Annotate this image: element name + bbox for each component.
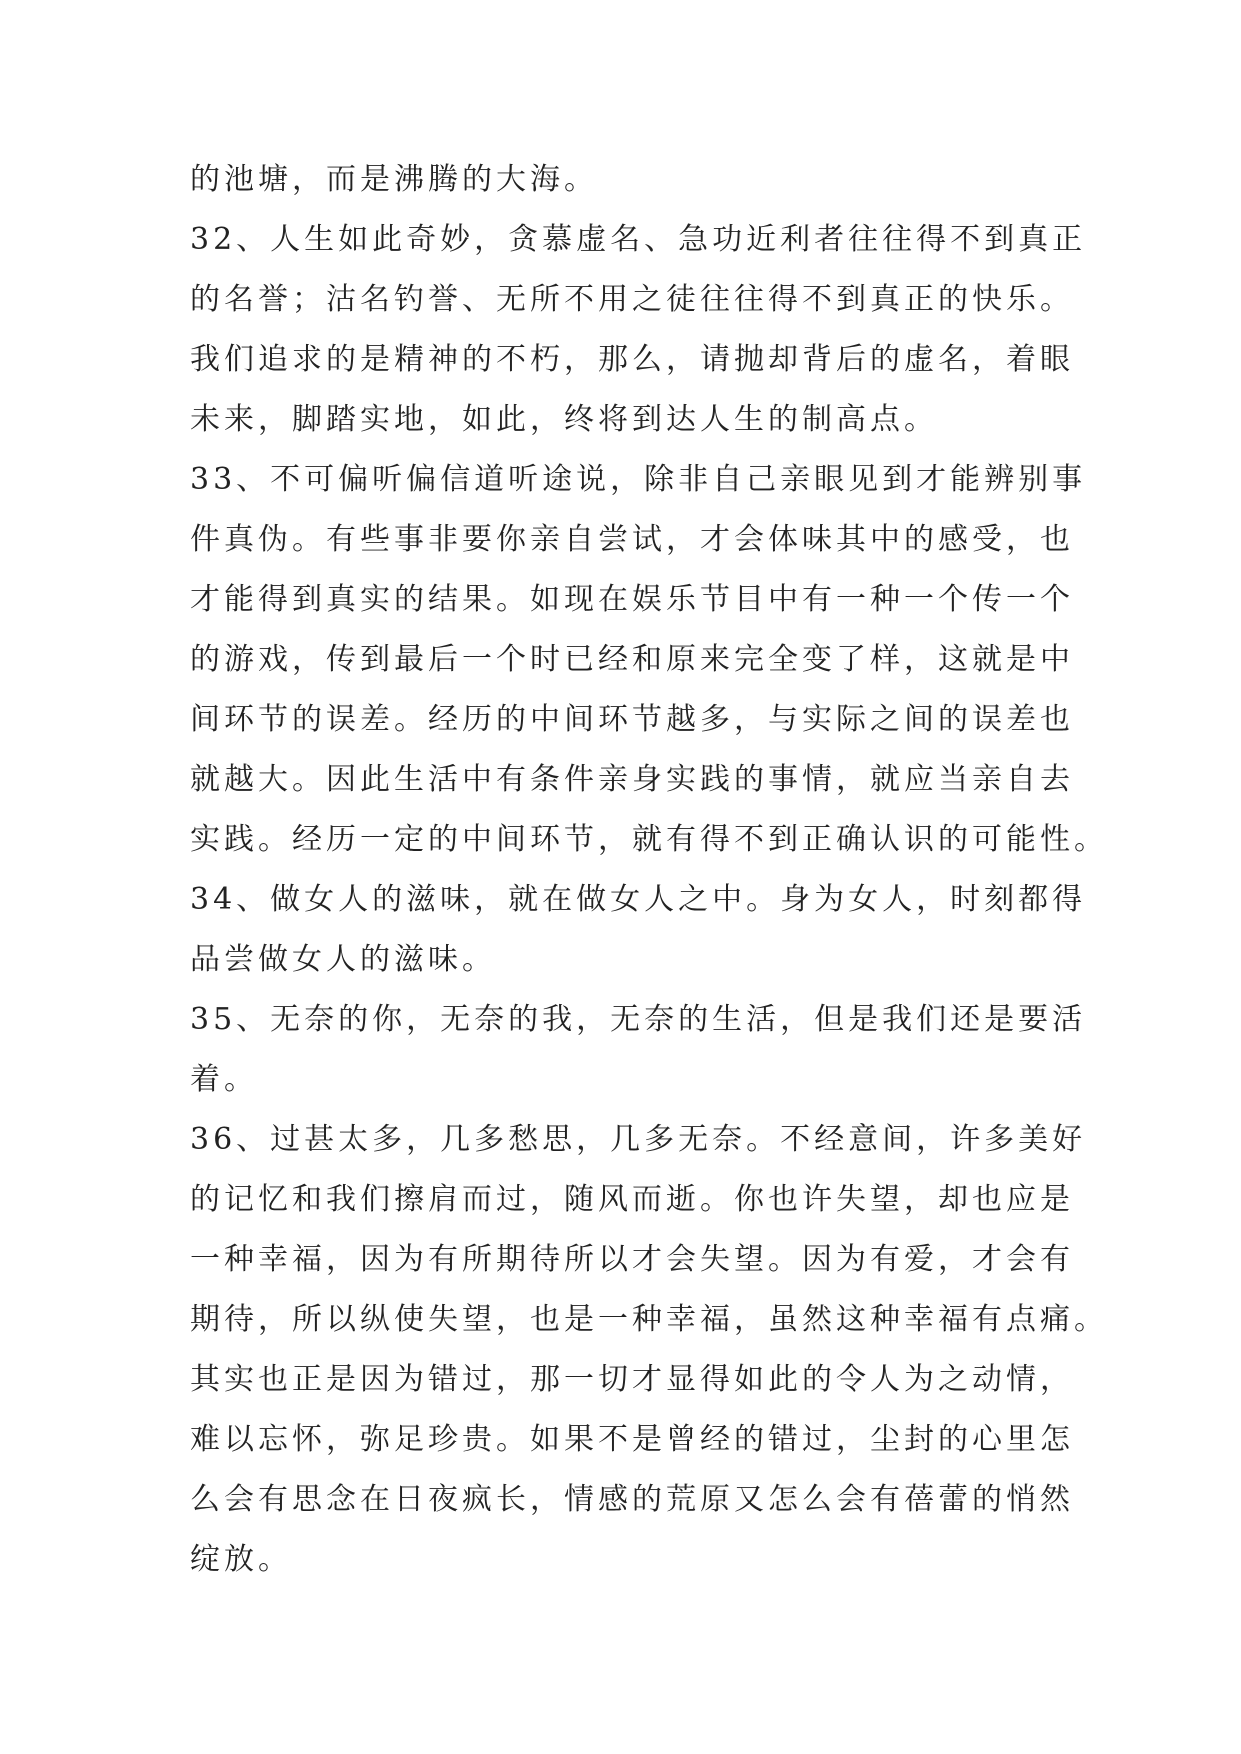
text-line: 就越大。因此生活中有条件亲身实践的事情，就应当亲自去 bbox=[190, 762, 1074, 797]
text-line: 34、做女人的滋味，就在做女人之中。身为女人，时刻都得 bbox=[190, 882, 1087, 917]
text-line: 其实也正是因为错过，那一切才显得如此的令人为之动情， bbox=[190, 1362, 1074, 1397]
text-line: 未来，脚踏实地，如此，终将到达人生的制高点。 bbox=[190, 402, 938, 437]
text-line: 难以忘怀，弥足珍贵。如果不是曾经的错过，尘封的心里怎 bbox=[190, 1422, 1074, 1457]
text-line: 32、人生如此奇妙，贪慕虚名、急功近利者往往得不到真正 bbox=[190, 222, 1087, 257]
text-line: 件真伪。有些事非要你亲自尝试，才会体味其中的感受，也 bbox=[190, 522, 1074, 557]
document-body bbox=[190, 150, 1108, 1590]
text-line: 期待，所以纵使失望，也是一种幸福，虽然这种幸福有点痛。 bbox=[190, 1302, 1108, 1337]
text-line: 的池塘，而是沸腾的大海。 bbox=[190, 162, 598, 197]
text-line: 间环节的误差。经历的中间环节越多，与实际之间的误差也 bbox=[190, 702, 1074, 737]
text-line: 36、过甚太多，几多愁思，几多无奈。不经意间，许多美好 bbox=[190, 1122, 1087, 1157]
text-line: 品尝做女人的滋味。 bbox=[190, 942, 496, 977]
text-line: 35、无奈的你，无奈的我，无奈的生活，但是我们还是要活 bbox=[190, 1002, 1087, 1037]
text-line: 一种幸福，因为有所期待所以才会失望。因为有爱，才会有 bbox=[190, 1242, 1074, 1277]
text-line: 33、不可偏听偏信道听途说，除非自己亲眼见到才能辨别事 bbox=[190, 462, 1087, 497]
text-line: 的记忆和我们擦肩而过，随风而逝。你也许失望，却也应是 bbox=[190, 1182, 1074, 1217]
text-line: 我们追求的是精神的不朽，那么，请抛却背后的虚名，着眼 bbox=[190, 342, 1074, 377]
text-line: 实践。经历一定的中间环节，就有得不到正确认识的可能性。 bbox=[190, 822, 1108, 857]
text-line: 着。 bbox=[190, 1062, 258, 1097]
text-line: 的游戏，传到最后一个时已经和原来完全变了样，这就是中 bbox=[190, 642, 1074, 677]
text-line: 绽放。 bbox=[190, 1542, 292, 1577]
text-line: 的名誉；沽名钓誉、无所不用之徒往往得不到真正的快乐。 bbox=[190, 282, 1074, 317]
text-line: 么会有思念在日夜疯长，情感的荒原又怎么会有蓓蕾的悄然 bbox=[190, 1482, 1074, 1517]
text-line: 才能得到真实的结果。如现在娱乐节目中有一种一个传一个 bbox=[190, 582, 1074, 617]
